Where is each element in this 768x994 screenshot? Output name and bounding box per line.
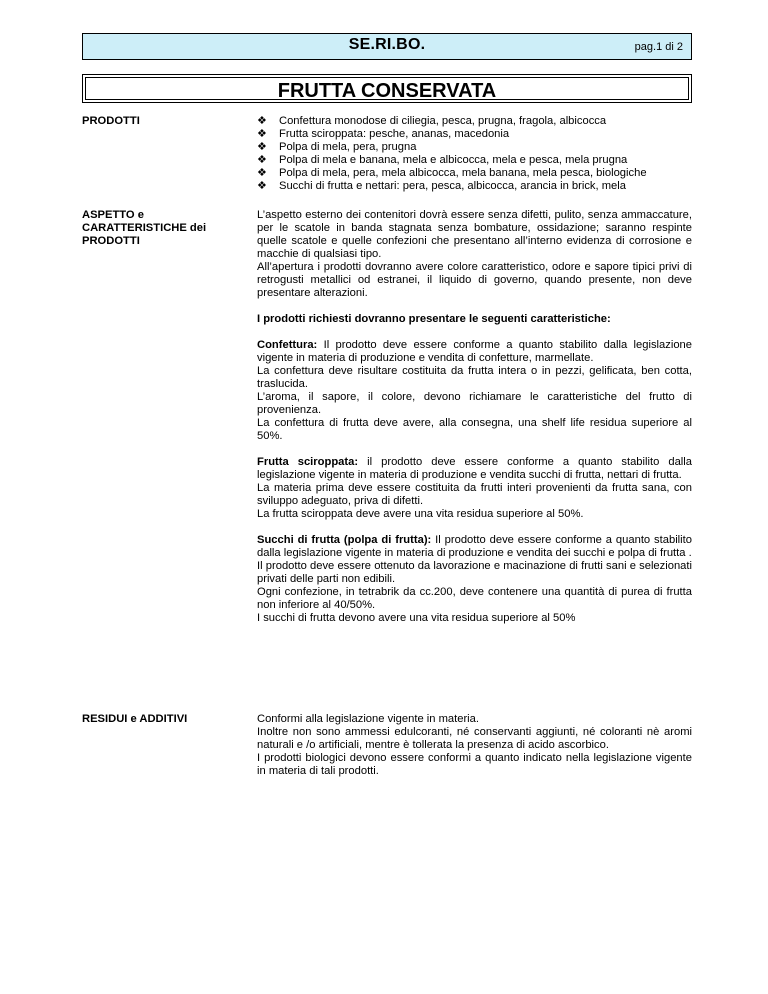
company-name: SE.RI.BO. — [348, 36, 426, 53]
aspetto-intro-1: L’aspetto esterno dei contenitori dovrà essere senza difetti, pulito, senza ammaccature, per le scatole in banda stagnata senza bombature, ossidazione; saranno respinte quelle scatole e quelle confezioni che presentano all’interno evidenza di corrosione e macchie di qualsiasi tipo. — [257, 209, 692, 260]
diamond-bullet-icon: ❖ — [257, 154, 267, 166]
list-item: ❖ Polpa di mela, pera, mela albicocca, mela banana, mela pesca, biologiche — [257, 167, 647, 179]
diamond-bullet-icon: ❖ — [257, 180, 267, 192]
title-box — [82, 74, 692, 103]
page-number: pag.1 di 2 — [634, 41, 683, 53]
diamond-bullet-icon: ❖ — [257, 141, 267, 153]
confettura-block: Confettura: Il prodotto deve essere conforme a quanto stabilito dalla legislazione vigente in materia di produzione e vendita di confetture, marmellate. La confettura deve risultare costituita da frutta intera o in pezzi, gelificata, ben cotta, traslucida. L’aroma, il sapore, il colore, devono richiamare le caratteristiche del frutto di provenienza. La confettura di frutta deve avere, alla consegna, una shelf life residua superiore al 50%. — [257, 339, 692, 442]
sciroppata-block: Frutta sciroppata: il prodotto deve essere conforme a quanto stabilito dalla legislazione vigente in materia di produzione e vendita succhi di frutta, nettari di frutta. La materia prima deve essere costituita da frutti interi provenienti da frutta sana, con sviluppo adeguato, priva di difetti. La frutta sciroppata deve avere una vita residua superiore al 50%. — [257, 456, 692, 520]
diamond-bullet-icon: ❖ — [257, 128, 267, 140]
list-item: ❖ Confettura monodose di ciliegia, pesca, prugna, fragola, albicocca — [257, 115, 607, 127]
list-item: ❖ Polpa di mela, pera, prugna — [257, 141, 417, 153]
page-title: FRUTTA CONSERVATA — [277, 80, 497, 102]
section-label-aspetto: ASPETTO e CARATTERISTICHE dei PRODOTTI — [82, 209, 207, 247]
sciroppata-term: Frutta sciroppata: — [257, 456, 359, 468]
aspetto-intro — [257, 209, 692, 300]
succhi-block: Succhi di frutta (polpa di frutta): Il prodotto deve essere conforme a quanto stabilito dalla legislazione vigente in materia di produzione e vendita dei succhi e polpa di frutta . Il prodotto deve essere ottenuto da lavorazione e macinazione di frutti sani e selezionati privati delle parti non edibili. Ogni confezione, in tetrabrik da cc.200, deve contenere una quantità di purea di frutta non inferiore al 40/50%. I succhi di frutta devono avere una vita residua superiore al 50% — [257, 534, 692, 624]
title-inner-frame — [85, 77, 689, 100]
prodotti-list-container — [257, 115, 692, 193]
section-label-prodotti: PRODOTTI — [82, 115, 140, 127]
succhi-term: Succhi di frutta (polpa di frutta): — [257, 534, 432, 546]
confettura-term: Confettura: — [257, 339, 318, 351]
aspetto-intro-2: All’apertura i prodotti dovranno avere colore caratteristico, odore e sapore tipici privi di retrogusti metallici od estranei, il liquido di governo, quando presente, non deve presentare alterazioni. — [257, 261, 692, 299]
list-item: ❖ Frutta sciroppata: pesche, ananas, macedonia — [257, 128, 510, 140]
aspetto-content — [257, 209, 692, 638]
header-bar — [82, 33, 692, 60]
prodotti-list — [257, 115, 692, 193]
diamond-bullet-icon: ❖ — [257, 115, 267, 127]
residui-content: Conformi alla legislazione vigente in materia. Inoltre non sono ammessi edulcoranti, né conservanti aggiunti, né coloranti nè aromi naturali e /o artificiali, mentre è tollerata la presenza di acido ascorbico. I prodotti biologici devono essere conformi a quanto indicato nella legislazione vigente in materia di tali prodotti. — [257, 713, 692, 777]
section-label-residui: RESIDUI e ADDITIVI — [82, 713, 188, 725]
list-item: ❖ Polpa di mela e banana, mela e albicocca, mela e pesca, mela prugna — [257, 154, 628, 166]
diamond-bullet-icon: ❖ — [257, 167, 267, 179]
list-item: ❖ Succhi di frutta e nettari: pera, pesca, albicocca, arancia in brick, mela — [257, 180, 626, 192]
caratteristiche-heading: I prodotti richiesti dovranno presentare le seguenti caratteristiche: — [257, 313, 611, 325]
